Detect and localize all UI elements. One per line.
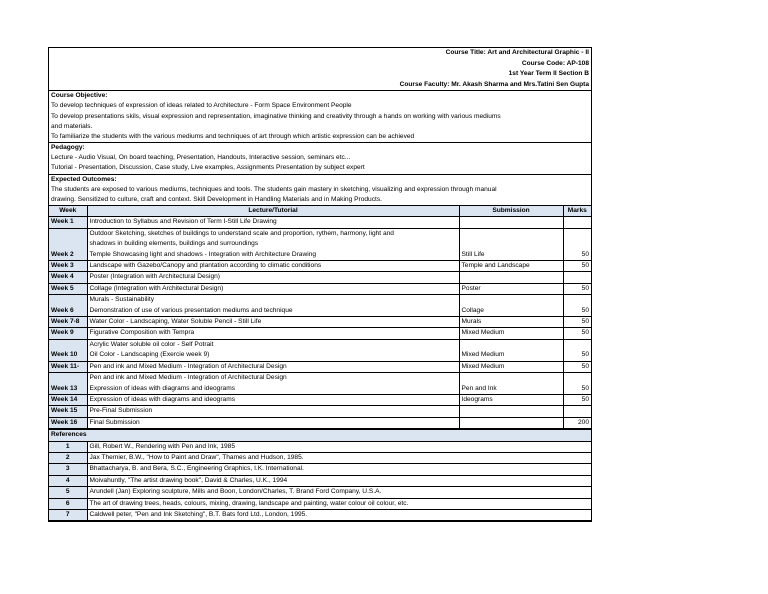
schedule-row [49,406,591,417]
pedagogy-title: Pedagogy: [51,144,85,152]
marks-cell: 50 [563,373,591,395]
schedule-row [49,339,591,361]
reference-row [49,509,591,520]
week-cell: Week 11- [49,361,87,372]
pedagogy-section [49,142,591,173]
reference-text: Gill, Robert W., Rendering with Pen and Ink, 1985 [87,441,591,452]
outcomes-line: drawing. Sensitized to culture, craft and context. Skill Development in Handling Materials and in Making Products. [51,195,382,203]
outcomes-title: Expected Outcomes: [51,175,117,183]
week-cell: Week 3 [49,261,87,272]
marks-cell: 50 [563,328,591,339]
submission-cell: Mixed Medium [459,361,563,372]
lecture-line: Landscape with Gazebo/Canopy and plantation according to climatic conditions [89,262,322,270]
marks-cell: 50 [563,394,591,405]
submission-cell: Poster [459,283,563,294]
week-cell: Week 5 [49,283,87,294]
objective-line: To familiarize the students with the various mediums and techniques of art through which artistic expression can be achieved [51,132,415,140]
reference-text: Caldwell peter, "Pen and Ink Sketching", B.T. Bats ford Ltd., London, 1995. [87,509,591,520]
week-cell: Week 7-8 [49,317,87,328]
marks-cell: 50 [563,295,591,317]
week-cell: Week 14 [49,394,87,405]
submission-cell: Mixed Medium [459,339,563,361]
course-plan-sheet [48,47,592,522]
submission-column-header: Submission [459,206,563,217]
week-cell: Week 10 [49,339,87,361]
lecture-line: Temple Showcasing light and shadows - Integration with Architecture Drawing [89,250,317,258]
reference-number: 4 [49,475,87,486]
submission-cell [459,272,563,283]
schedule-row [49,228,591,260]
lecture-cell [87,406,459,417]
reference-text: The art of drawing trees, heads, colours, mixing, drawing, landscape and painting, water colour oil colour, etc. [87,498,591,509]
submission-cell: Still Life [459,228,563,260]
lecture-line: Final Submission [89,418,140,426]
lecture-cell [87,272,459,283]
marks-cell: 50 [563,339,591,361]
week-cell: Week 15 [49,406,87,417]
reference-row [49,452,591,463]
references-table [49,441,591,522]
objective-line: To develop techniques of expression of ideas related to Architecture - Form Space Environment People [51,102,352,110]
reference-text: Arundell (Jan) Exploring sculpture, Mills and Boon, London/Charles, T. Brand Ford Company, U.S.A. [87,487,591,498]
reference-row [49,475,591,486]
pedagogy-line: Tutorial - Presentation, Discussion, Case study, Live examples, Assignments Presentation by subject expert [51,164,365,172]
objective-title: Course Objective: [51,92,108,100]
schedule-row [49,261,591,272]
references-title: References [49,429,591,440]
week-cell: Week 6 [49,295,87,317]
week-cell: Week 2 [49,228,87,260]
schedule-row [49,417,591,428]
week-cell: Week 1 [49,217,87,228]
marks-column-header: Marks [563,206,591,217]
schedule-row [49,373,591,395]
lecture-line: Demonstration of use of various presentation mediums and technique [89,306,293,314]
outcomes-section [49,174,591,205]
pedagogy-line: Lecture - Audio Visual, On board teaching, Presentation, Handouts, Interactive session, seminars etc... [51,154,351,162]
lecture-cell [87,328,459,339]
lecture-cell [87,394,459,405]
reference-row [49,441,591,452]
lecture-line: Poster (Integration with Architectural Design) [89,273,220,281]
lecture-line: Pen and ink and Mixed Medium - Integration of Architectural Design [89,362,287,370]
reference-number: 2 [49,452,87,463]
submission-cell: Murals [459,317,563,328]
schedule-row [49,361,591,372]
reference-text: Moivahuntly, "The artist drawing book", David & Charles, U.K., 1994 [87,475,591,486]
objective-line: and materials. [51,122,93,130]
lecture-line: Expression of ideas with diagrams and ideograms [89,384,236,392]
schedule-row [49,328,591,339]
submission-cell: Mixed Medium [459,328,563,339]
marks-cell: 50 [563,361,591,372]
marks-cell: 200 [563,417,591,428]
reference-row [49,498,591,509]
lecture-line: Collage (Integration with Architectural Design) [89,284,224,292]
reference-number: 7 [49,509,87,520]
lecture-line: Oil Color - Landscaping (Exercie week 9) [89,351,210,359]
course-title: Course Title: Art and Architectural Graphic - II [445,49,589,56]
references-body [49,441,591,521]
schedule-row [49,317,591,328]
objective-section [49,90,591,142]
lecture-line: Water Color - Landscaping, Water Soluble Pencil - Still Life [89,318,262,326]
reference-number: 6 [49,498,87,509]
schedule-row [49,295,591,317]
week-cell: Week 4 [49,272,87,283]
lecture-line: Outdoor Sketching, sketches of buildings to understand scale and proportion, rythem, harmony, light and [89,229,394,237]
objective-line: To develop presentations skils, visual expression and representation, imaginative thinking and creativity through a hands on working with various mediums [51,112,501,120]
submission-cell [459,217,563,228]
lecture-cell [87,228,459,260]
course-faculty: Course Faculty: Mr. Akash Sharma and Mrs.Tatini Sen Gupta [399,80,589,88]
schedule-header-row [49,206,591,217]
schedule-row [49,217,591,228]
lecture-cell [87,339,459,361]
schedule-body [49,217,591,429]
reference-text: Bhattacharya, B. and Bera, S.C., Engineering Graphics, I.K. International. [87,464,591,475]
lecture-line: Acrylic Water soluble oil color - Self Potrait [89,340,214,348]
lecture-line: shadows in building elements, buildings and surroundings [89,240,259,248]
submission-cell: Ideograms [459,394,563,405]
course-code: Course Code: AP-108 [521,59,589,67]
lecture-cell [87,373,459,395]
marks-cell [563,406,591,417]
marks-cell: 50 [563,317,591,328]
lecture-line: Murals - Sustainability [89,296,154,304]
lecture-cell [87,283,459,294]
lecture-line: Pre-Final Submission [89,407,153,415]
lecture-line: Introduction to Syllabus and Revision of Term I-Still Life Drawing [89,218,277,226]
schedule-row [49,394,591,405]
marks-cell: 50 [563,228,591,260]
lecture-cell [87,217,459,228]
submission-cell [459,417,563,428]
submission-cell [459,406,563,417]
week-cell: Week 9 [49,328,87,339]
lecture-cell [87,317,459,328]
marks-cell [563,217,591,228]
reference-number: 5 [49,487,87,498]
reference-row [49,464,591,475]
reference-number: 3 [49,464,87,475]
week-cell: Week 16 [49,417,87,428]
schedule-table [49,205,591,429]
submission-cell: Pen and Ink [459,373,563,395]
lecture-column-header: Lecture/Tutorial [87,206,459,217]
reference-text: Jax Themier, B.W., "How to Paint and Draw", Thames and Hudson, 1985. [87,452,591,463]
marks-cell [563,272,591,283]
lecture-cell [87,361,459,372]
lecture-line: Expression of ideas with diagrams and ideograms [89,395,236,403]
outcomes-line: The students are exposed to various mediums, techniques and tools. The students gain mastery in sketching, visualizing and expression through manual [51,185,497,193]
submission-cell: Collage [459,295,563,317]
reference-number: 1 [49,441,87,452]
marks-cell: 50 [563,283,591,294]
marks-cell: 50 [563,261,591,272]
lecture-cell [87,417,459,428]
lecture-cell [87,295,459,317]
schedule-row [49,283,591,294]
course-term: 1st Year Term II Section B [508,70,589,78]
lecture-line: Figurative Composition with Tempra [89,329,195,337]
reference-row [49,487,591,498]
lecture-cell [87,261,459,272]
schedule-row [49,272,591,283]
submission-cell: Temple and Landscape [459,261,563,272]
week-cell: Week 13 [49,373,87,395]
week-column-header: Week [49,206,87,217]
lecture-line: Pen and ink and Mixed Medium - Integration of Architectural Design [89,374,287,382]
